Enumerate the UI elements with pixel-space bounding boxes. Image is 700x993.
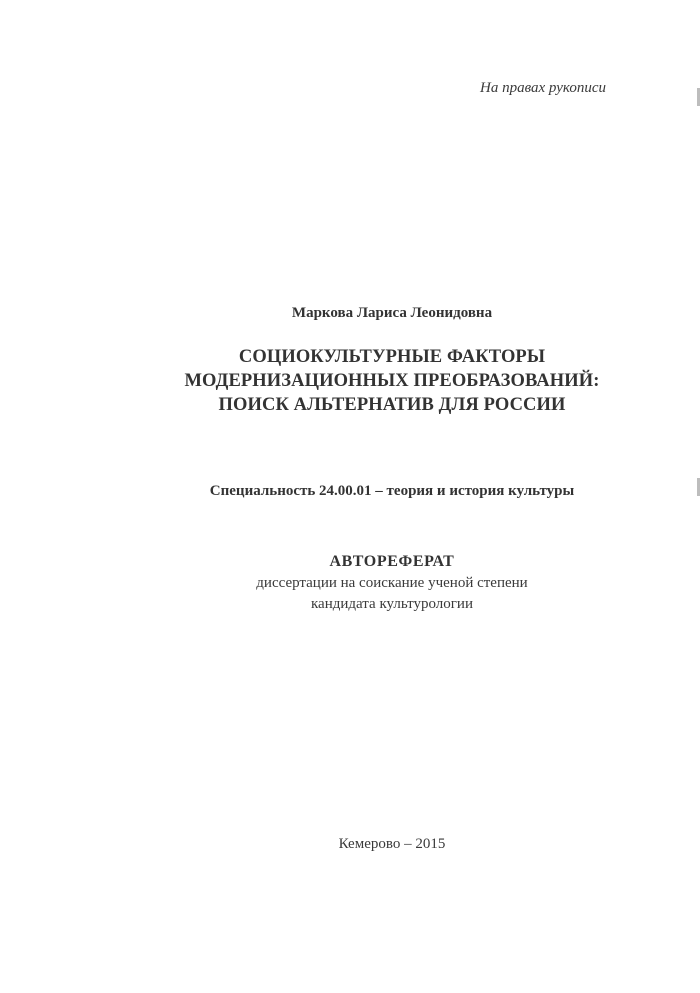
abstract-description-line: кандидата культурологии <box>311 596 473 612</box>
abstract-description-line: диссертации на соискание ученой степени <box>256 575 528 591</box>
abstract-heading: АВТОРЕФЕРАТ <box>329 553 455 570</box>
title-line: СОЦИОКУЛЬТУРНЫЕ ФАКТОРЫ <box>238 347 546 367</box>
specialty: Специальность 24.00.01 – теория и история культуры <box>209 483 575 499</box>
title-line: ПОИСК АЛЬТЕРНАТИВ ДЛЯ РОССИИ <box>218 395 566 415</box>
author-name: Маркова Лариса Леонидовна <box>291 305 493 321</box>
dissertation-title <box>42 345 700 417</box>
rights-note: На правах рукописи <box>480 80 606 96</box>
abstract-description <box>42 573 700 615</box>
city-year: Кемерово – 2015 <box>338 836 446 852</box>
title-line: МОДЕРНИЗАЦИОННЫХ ПРЕОБРАЗОВАНИЙ: <box>184 371 600 391</box>
